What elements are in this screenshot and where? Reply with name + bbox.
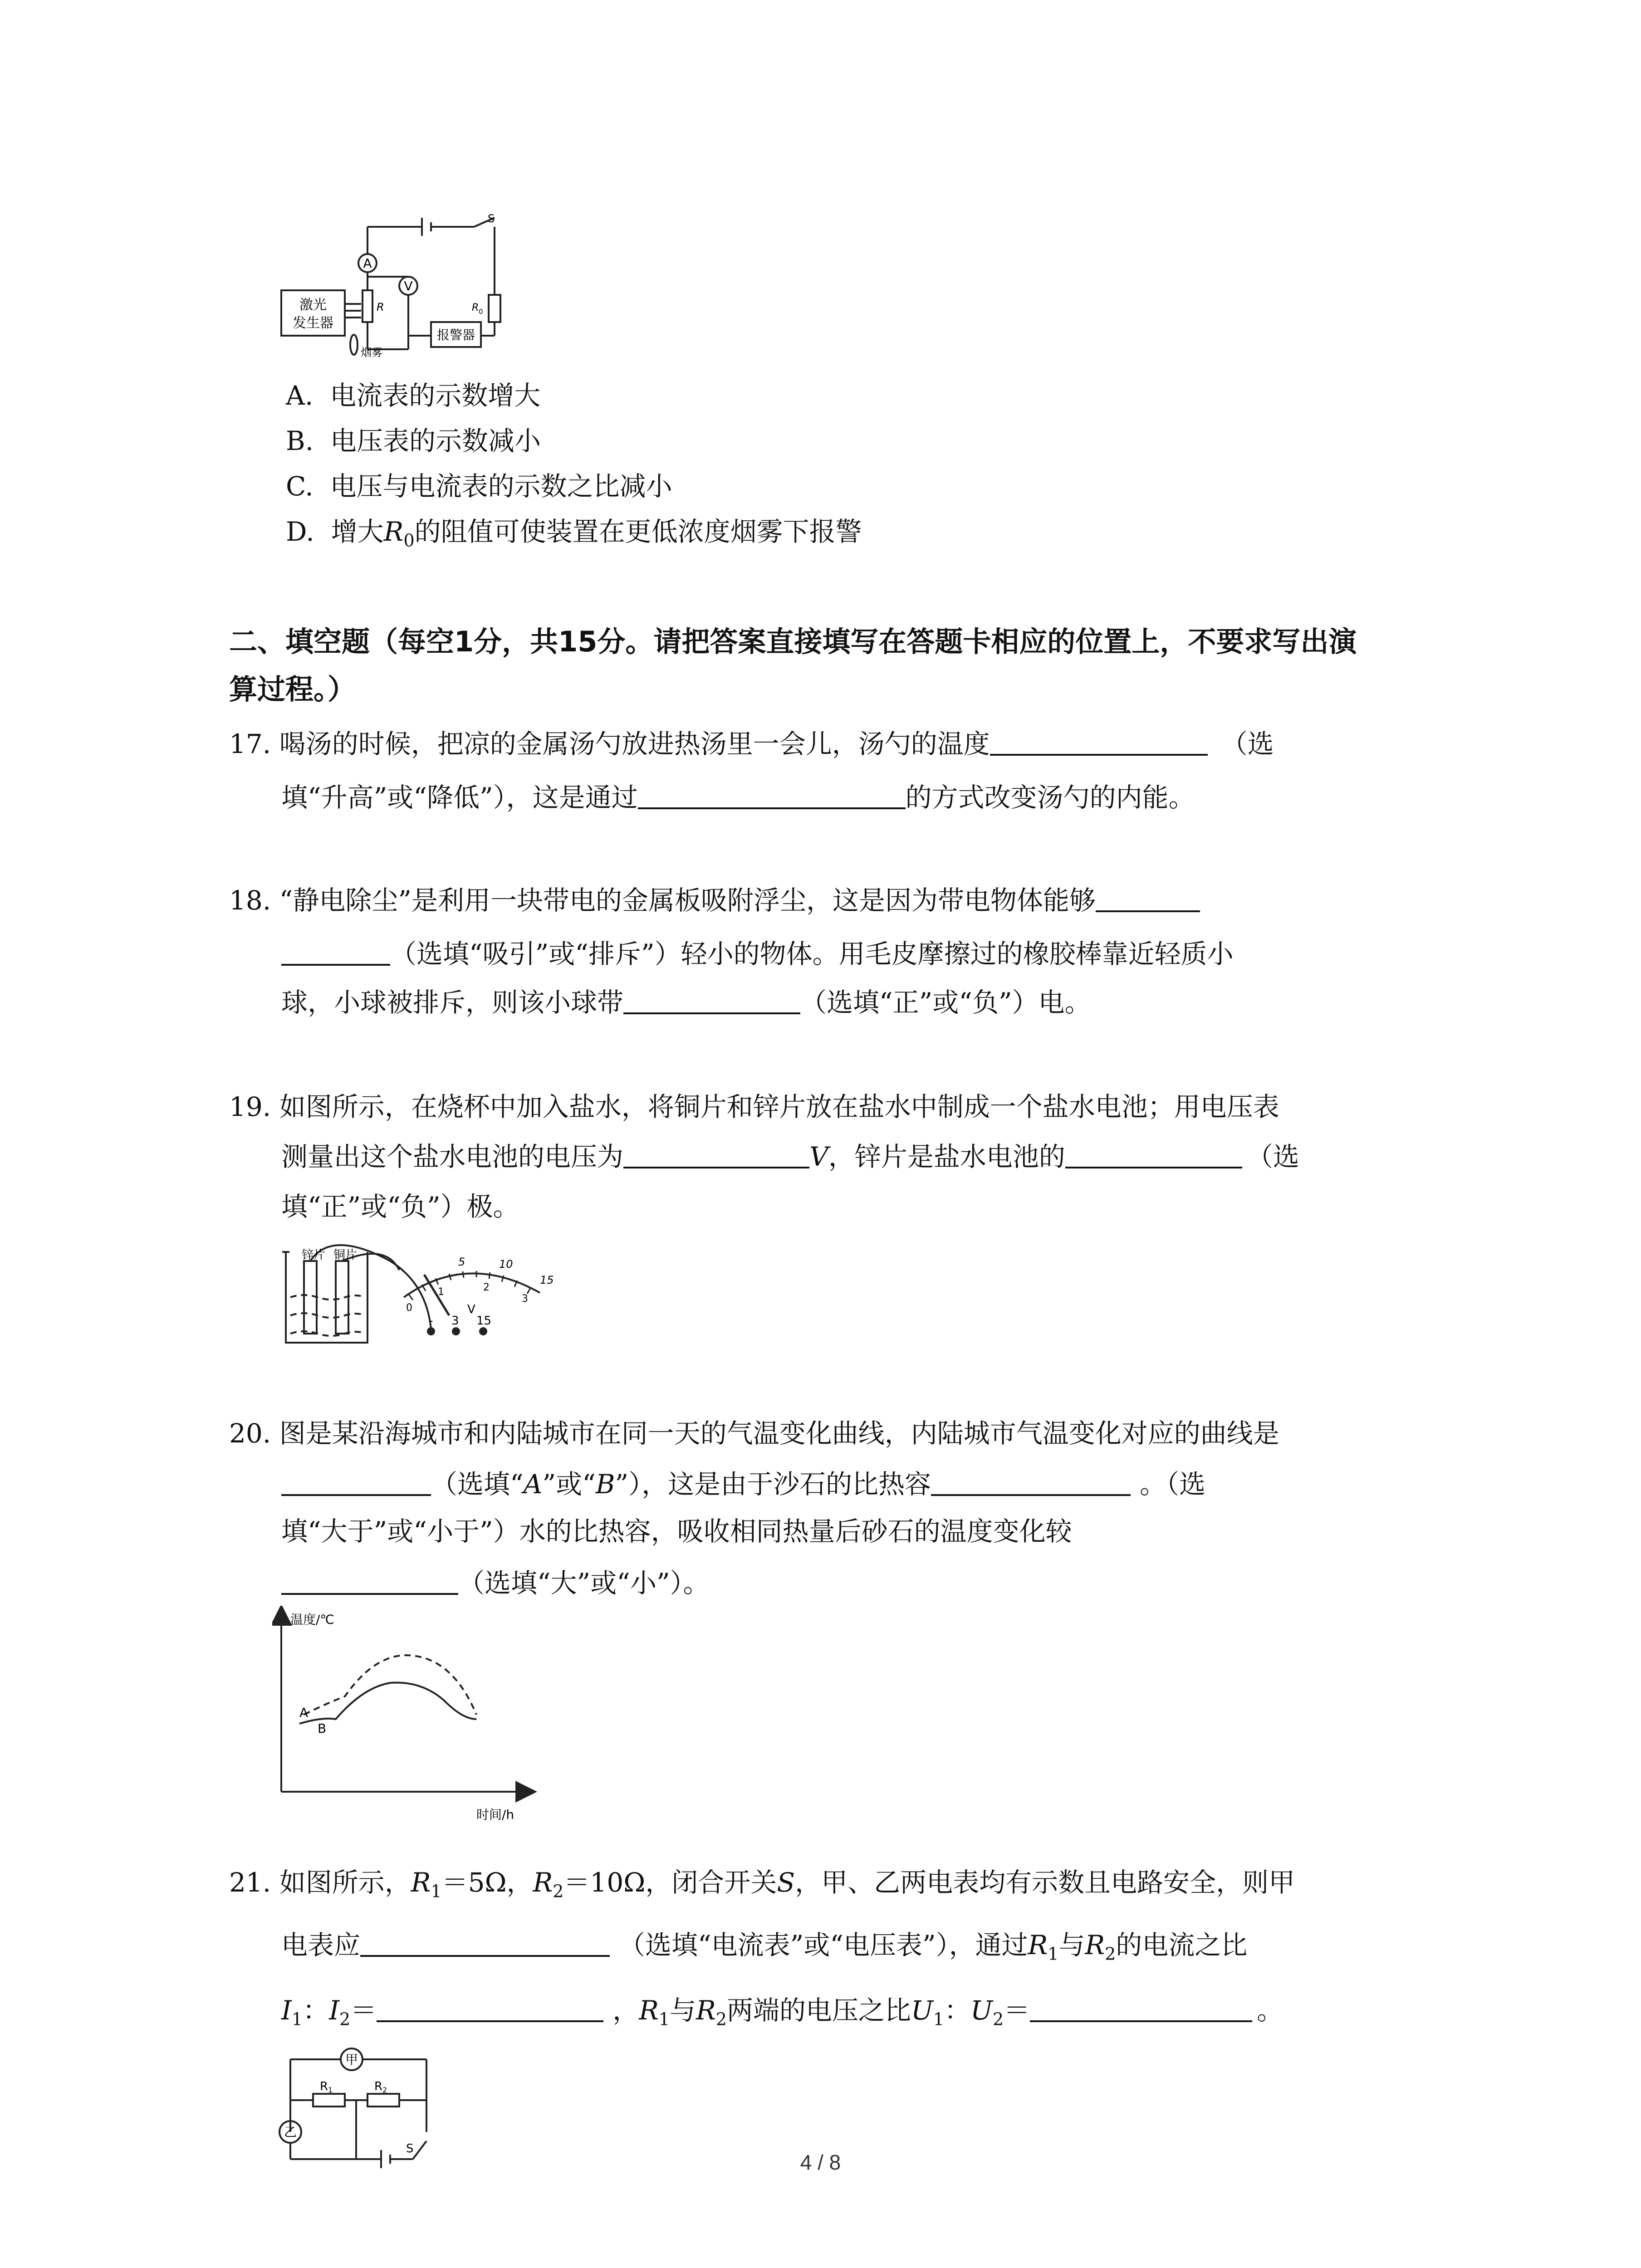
laser-label-2: 发生器 (293, 315, 333, 331)
q18-blank-1b[interactable] (281, 937, 390, 966)
y-axis-label: 温度/℃ (290, 1612, 334, 1627)
resistor-r1 (313, 2094, 345, 2107)
option-a: A. 电流表的示数增大 (286, 380, 541, 411)
q19-line3: 填“正”或“负”）极。 (281, 1191, 519, 1222)
q20-temperature-graph (272, 1606, 554, 1828)
page-number: 4 / 8 (800, 2151, 841, 2174)
q18-line3: 球，小球被排斥，则该小球带 （选填“正”或“负”）电。 (281, 984, 1091, 1021)
smoke-shape (350, 335, 358, 355)
q19-blank-2[interactable] (1065, 1139, 1242, 1168)
beaker (286, 1252, 367, 1343)
r1-label: R (320, 2080, 328, 2093)
q20-blank-3[interactable] (281, 1566, 458, 1595)
scale-zero: 0 (406, 1302, 412, 1314)
q21-line2: 电表应 （选填“电流表”或“电压表”），通过$R_1$与$R_2$的电流之比 (281, 1927, 1247, 1972)
option-c: C. 电压与电流表的示数之比减小 (286, 471, 672, 502)
bottom-scale-3: 3 (522, 1293, 528, 1305)
q17-number: 17. (229, 728, 271, 759)
switch-label: S (488, 213, 495, 225)
q18-line2: （选填“吸引”或“排斥”）轻小的物体。用毛皮摩擦过的橡胶棒靠近轻质小 (281, 936, 1234, 972)
bottom-scale-1: 1 (438, 1286, 444, 1298)
bottom-scale-2: 2 (483, 1282, 490, 1293)
zinc-label: 锌片 (302, 1248, 326, 1262)
option-b: B. 电压表的示数减小 (286, 425, 541, 456)
q17-line2: 填“升高”或“降低”），这是通过 的方式改变汤勺的内能。 (281, 779, 1195, 816)
q16-circuit-figure (272, 213, 590, 367)
q18-number: 18. (229, 885, 271, 916)
resistor-label: R (377, 301, 384, 313)
curve-solid (299, 1683, 476, 1724)
q18-blank-1a[interactable] (1096, 883, 1200, 912)
switch-s-label: S (406, 2142, 414, 2156)
q21-blank-2[interactable] (377, 1993, 603, 2022)
laser-label-1: 激光 (299, 297, 327, 313)
q21-line1: 21. 如图所示，$R_1=5\Omega$，$R_2=10\Omega$，闭合开关S，甲、乙两电表均有示数且电路安全，则甲 (229, 1867, 1295, 1901)
top-scale-15: 15 (540, 1274, 554, 1286)
q21-blank-3[interactable] (1030, 1993, 1252, 2022)
q19-line1: 19. 如图所示，在烧杯中加入盐水，将铜片和锌片放在盐水中制成一个盐水电池；用电压表 (229, 1091, 1279, 1122)
q21-blank-1[interactable] (360, 1928, 610, 1957)
terminal-15: 15 (476, 1314, 492, 1328)
meter-jia-label: 甲 (345, 2052, 358, 2067)
q17-blank-1[interactable] (990, 727, 1208, 756)
top-scale-5: 5 (458, 1256, 465, 1268)
ammeter-label: A (363, 256, 372, 271)
wire-1 (310, 1245, 431, 1329)
r0-label: R (472, 302, 479, 313)
q21-line3: $I_1$：$I_2=$ ，$R_1$与$R_2$两端的电压之比$U_1$：$U_2=$ 。 (281, 1992, 1283, 2038)
q20-blank-2[interactable] (931, 1467, 1131, 1496)
top-scale-10: 10 (499, 1258, 513, 1271)
q21-number: 21. (229, 1867, 271, 1898)
q18-line1: 18. “静电除尘”是利用一块带电的金属板吸附浮尘，这是因为带电物体能够 (229, 882, 1200, 919)
q19-battery-figure (277, 1234, 594, 1352)
terminal-minus: - (429, 1314, 433, 1328)
option-d: D. 增大$R_0$的阻值可使装置在更低浓度烟雾下报警 (286, 516, 862, 551)
meter-v-label: V (467, 1303, 475, 1316)
meter-yi-label: 乙 (284, 2125, 297, 2140)
section-heading-line1: 二、填空题（每空1分，共15分。请把答案直接填写在答题卡相应的位置上，不要求写出演 (229, 625, 1357, 658)
alarm-label: 报警器 (436, 327, 475, 342)
r0-resistor (489, 295, 500, 322)
q19-line2: 测量出这个盐水电池的电压为 V，锌片是盐水电池的 （选 (281, 1139, 1299, 1175)
copper-label: 铜片 (333, 1248, 358, 1262)
curve-b-label: B (318, 1721, 327, 1736)
meter-arc (404, 1273, 540, 1297)
x-axis-label: 时间/h (476, 1807, 514, 1822)
curve-a-label: A (299, 1705, 309, 1720)
q19-blank-1[interactable] (623, 1139, 809, 1168)
smoke-label: 烟雾 (361, 346, 382, 359)
r2-label: R (374, 2080, 383, 2093)
q20-blank-1[interactable] (281, 1467, 431, 1496)
q20-line4: （选填“大”或“小”）。 (281, 1565, 710, 1601)
terminal-3: 3 (451, 1314, 459, 1328)
q20-line2: （选填“A”或“B”），这是由于沙石的比热容 。（选 (281, 1466, 1205, 1502)
q20-line3: 填“大于”或“小于”）水的比热容，吸收相同热量后砂石的温度变化较 (281, 1516, 1072, 1547)
r0-sub: 0 (479, 308, 483, 316)
photoresistor-r (362, 290, 372, 322)
q18-blank-2[interactable] (623, 985, 800, 1014)
r1-sub: 1 (328, 2086, 333, 2094)
q17-line1: 17. 喝汤的时候，把凉的金属汤勺放进热汤里一会儿，汤勺的温度 （选 (229, 726, 1274, 762)
resistor-r2 (367, 2094, 399, 2107)
q20-line1: 20. 图是某沿海城市和内陆城市在同一天的气温变化曲线，内陆城市气温变化对应的曲线是 (229, 1418, 1279, 1449)
section-heading-line2: 算过程。） (229, 673, 356, 706)
q17-blank-2[interactable] (638, 780, 906, 809)
voltmeter-label: V (404, 279, 413, 293)
q19-number: 19. (229, 1091, 271, 1122)
q20-number: 20. (229, 1418, 271, 1449)
r2-sub: 2 (382, 2086, 387, 2094)
